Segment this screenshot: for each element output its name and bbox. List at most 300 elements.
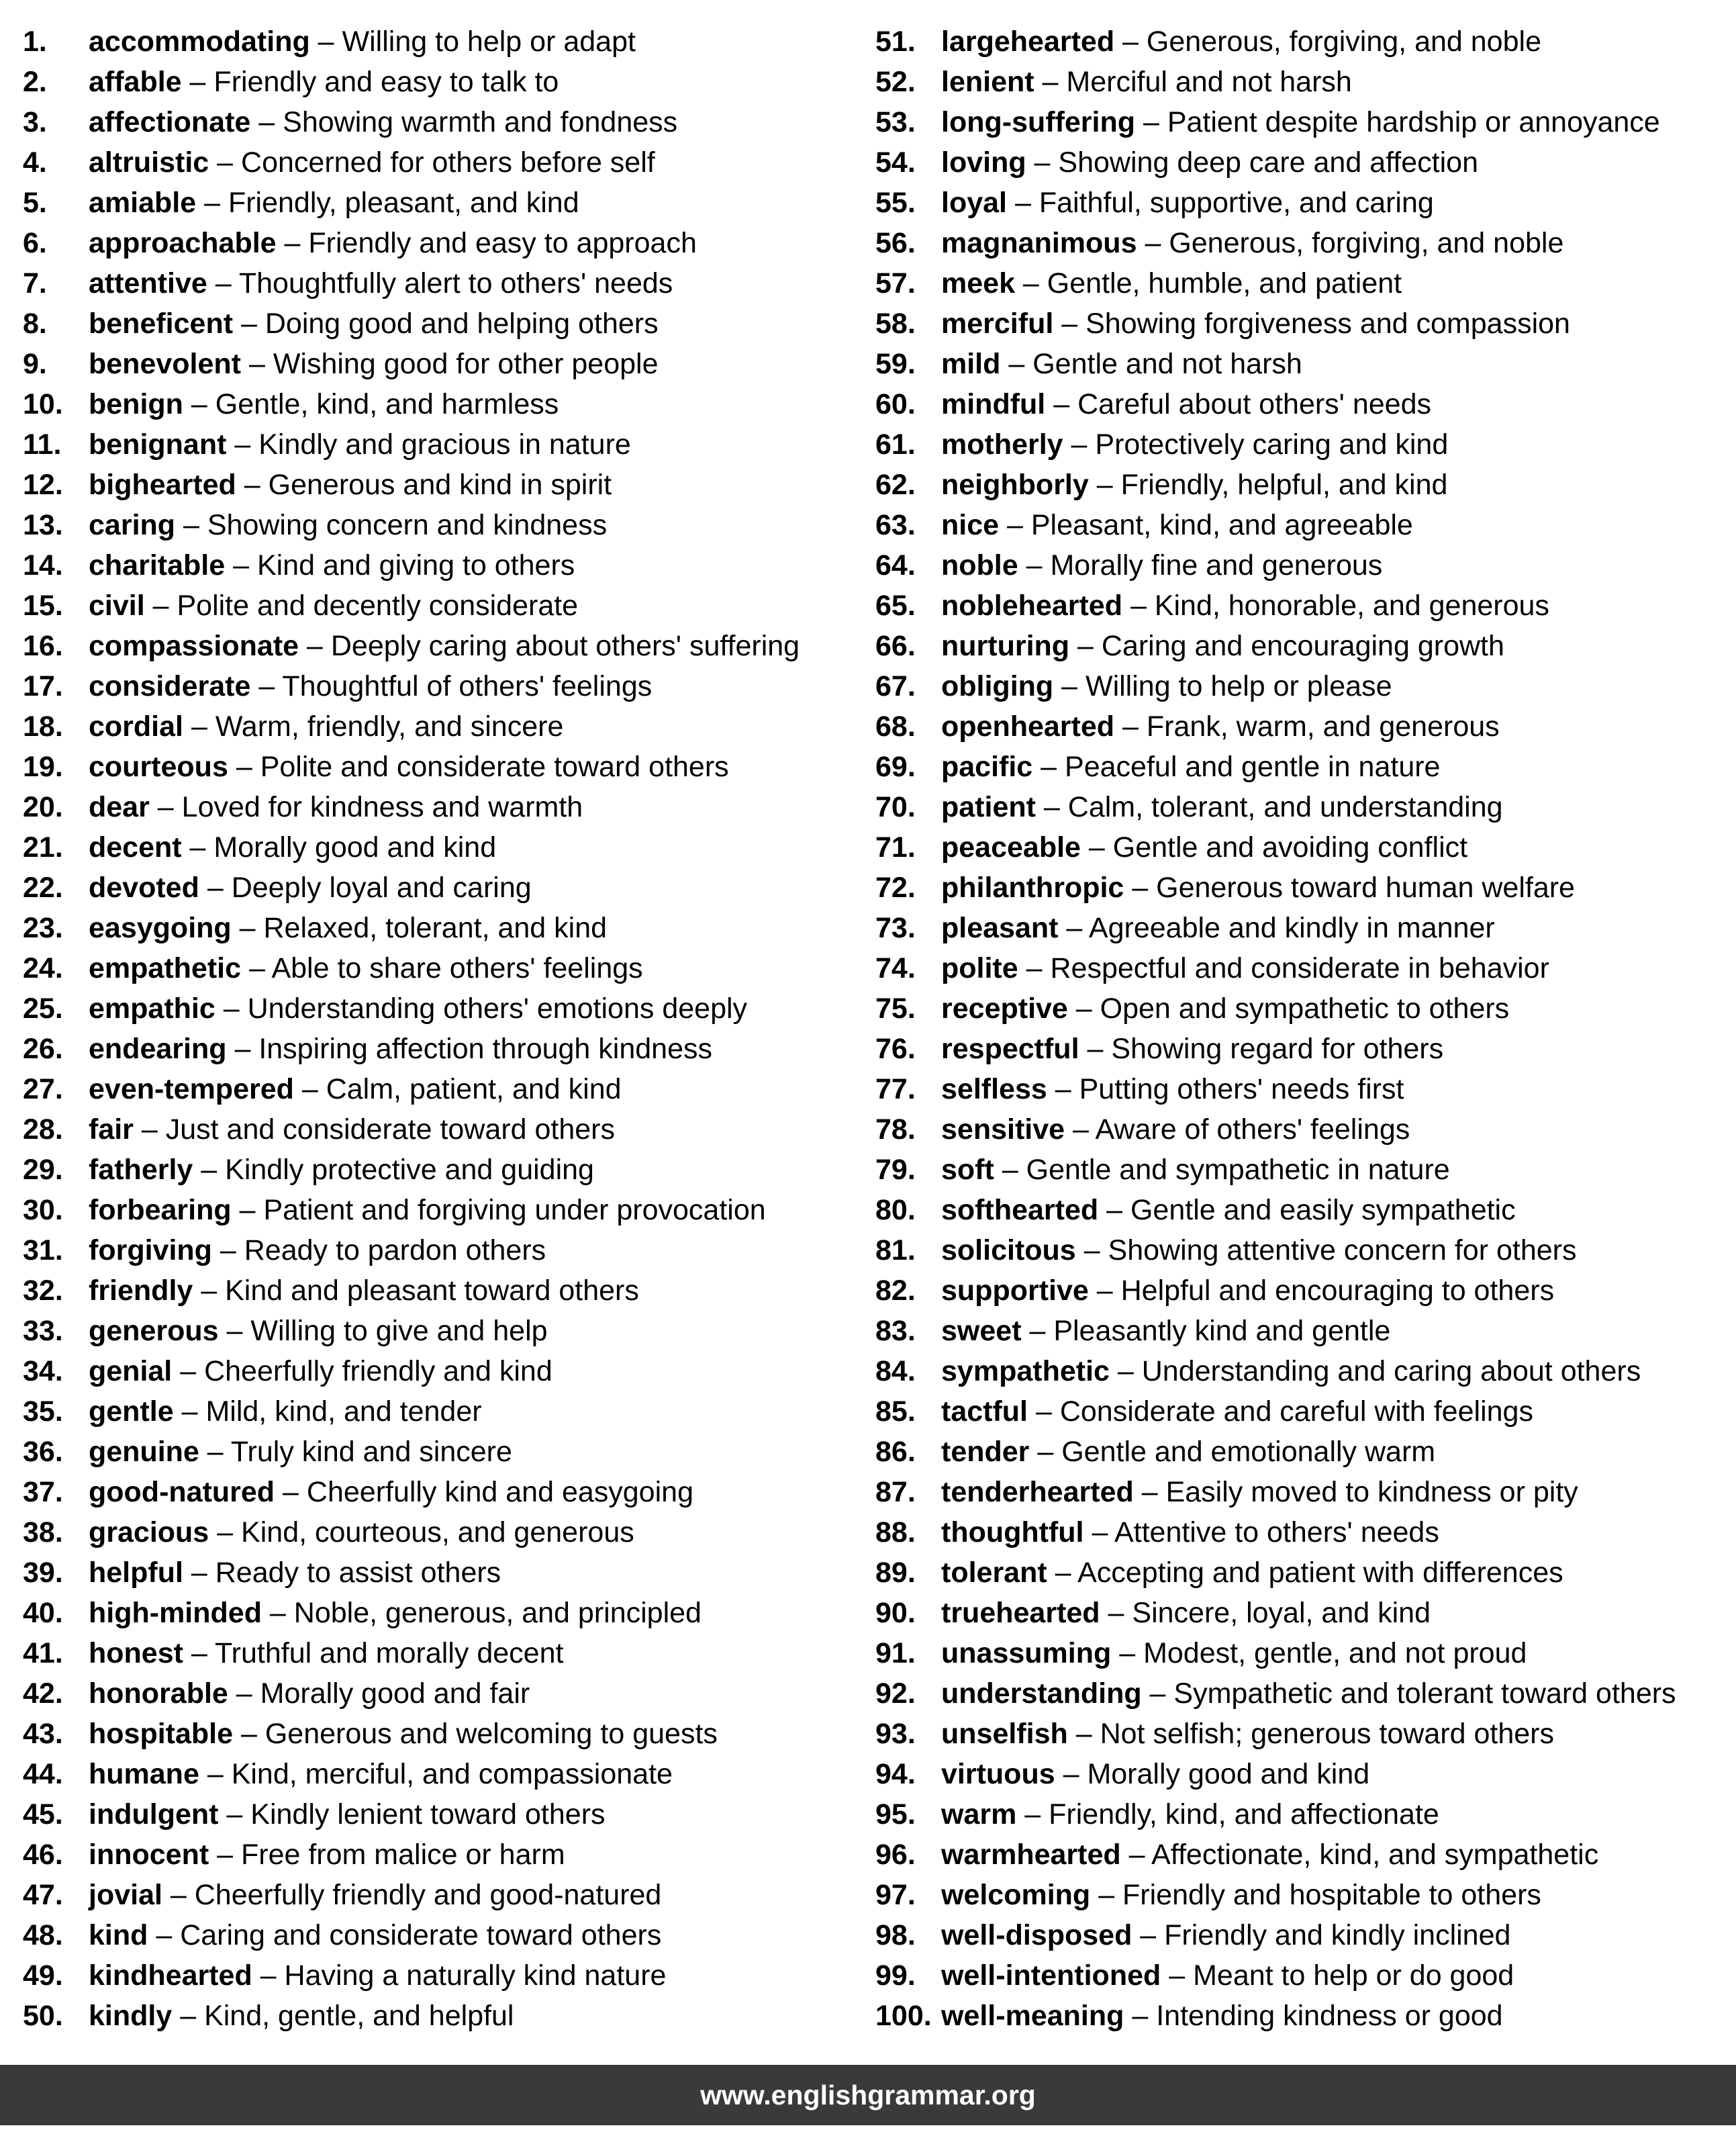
- item-word: genuine: [89, 1436, 199, 1468]
- list-item: [23, 1512, 862, 1552]
- item-definition: Willing to help or adapt: [342, 26, 636, 58]
- item-word: dear: [89, 791, 150, 823]
- item-definition: Showing regard for others: [1111, 1033, 1444, 1065]
- item-number: 28.: [23, 1113, 63, 1146]
- item-number: 78.: [875, 1113, 916, 1146]
- item-number: 76.: [875, 1033, 916, 1065]
- list-item: [875, 1109, 1736, 1150]
- list-item: [23, 1835, 862, 1875]
- item-number: 26.: [23, 1033, 63, 1065]
- item-word: high-minded: [89, 1597, 262, 1629]
- item-word: humane: [89, 1758, 199, 1790]
- item-word: noble: [941, 549, 1018, 582]
- item-definition: Deeply loyal and caring: [231, 872, 532, 904]
- item-number: 18.: [23, 710, 63, 743]
- item-separator: –: [1067, 992, 1100, 1025]
- item-separator: –: [1029, 1436, 1062, 1468]
- item-definition: Kind, gentle, and helpful: [204, 2000, 514, 2032]
- footer-bar: [0, 2065, 1736, 2125]
- item-definition: Polite and decently considerate: [177, 590, 579, 622]
- item-separator: –: [228, 751, 260, 783]
- item-separator: –: [233, 1718, 265, 1750]
- item-number: 47.: [23, 1879, 63, 1911]
- item-separator: –: [1098, 1194, 1130, 1226]
- item-definition: Patient despite hardship or annoyance: [1167, 106, 1660, 138]
- item-word: kindhearted: [89, 1959, 252, 1992]
- item-number: 10.: [23, 388, 63, 420]
- item-word: nice: [941, 509, 1000, 541]
- item-separator: –: [1034, 66, 1067, 98]
- item-number: 52.: [875, 66, 916, 98]
- list-item: [23, 1754, 862, 1794]
- list-item: [875, 263, 1736, 304]
- item-definition: Frank, warm, and generous: [1146, 710, 1500, 743]
- item-separator: –: [175, 509, 207, 541]
- list-item: [875, 424, 1736, 465]
- item-word: nurturing: [941, 630, 1070, 662]
- item-number: 39.: [23, 1557, 63, 1589]
- item-number: 87.: [875, 1476, 916, 1508]
- item-number: 56.: [875, 227, 916, 259]
- item-separator: –: [162, 1879, 195, 1911]
- item-number: 12.: [23, 469, 63, 501]
- item-definition: Gentle and sympathetic in nature: [1026, 1154, 1450, 1186]
- item-word: amiable: [89, 187, 197, 219]
- item-separator: –: [1114, 710, 1147, 743]
- item-word: benign: [89, 388, 183, 420]
- item-separator: –: [209, 1516, 242, 1548]
- item-definition: Showing concern and kindness: [207, 509, 608, 541]
- list-item: [23, 183, 862, 223]
- item-separator: –: [1016, 1798, 1049, 1830]
- item-word: magnanimous: [941, 227, 1137, 259]
- item-word: unassuming: [941, 1637, 1112, 1669]
- item-definition: Faithful, supportive, and caring: [1039, 187, 1434, 219]
- list-item: [23, 1150, 862, 1190]
- item-number: 6.: [23, 227, 47, 259]
- list-item: [23, 1996, 862, 2036]
- item-word: decent: [89, 831, 182, 864]
- item-number: 51.: [875, 26, 916, 58]
- list-item: [875, 1069, 1736, 1109]
- list-item: [875, 62, 1736, 102]
- item-separator: –: [1032, 751, 1065, 783]
- item-word: meek: [941, 267, 1015, 299]
- item-word: philanthropic: [941, 872, 1124, 904]
- list-item: [23, 1109, 862, 1150]
- item-word: gracious: [89, 1516, 209, 1548]
- item-word: welcoming: [941, 1879, 1091, 1911]
- item-separator: –: [193, 1154, 226, 1186]
- item-number: 57.: [875, 267, 916, 299]
- item-definition: Generous toward human welfare: [1156, 872, 1575, 904]
- item-separator: –: [1018, 549, 1051, 582]
- item-separator: –: [1132, 1919, 1165, 1951]
- item-word: kindly: [89, 2000, 173, 2032]
- item-number: 72.: [875, 872, 916, 904]
- item-number: 49.: [23, 1959, 63, 1992]
- item-word: softhearted: [941, 1194, 1099, 1226]
- item-number: 14.: [23, 549, 63, 582]
- item-number: 19.: [23, 751, 63, 783]
- item-separator: –: [1053, 670, 1086, 702]
- item-definition: Just and considerate toward others: [165, 1113, 616, 1146]
- item-number: 71.: [875, 831, 916, 864]
- list-item: [875, 545, 1736, 586]
- item-number: 35.: [23, 1395, 63, 1428]
- list-item: [875, 21, 1736, 62]
- item-separator: –: [994, 1154, 1026, 1186]
- item-number: 73.: [875, 912, 916, 944]
- item-definition: Not selfish; generous toward others: [1100, 1718, 1554, 1750]
- item-separator: –: [250, 670, 283, 702]
- footer-url[interactable]: www.englishgrammar.org: [700, 2080, 1036, 2111]
- item-separator: –: [193, 1274, 226, 1307]
- item-separator: –: [1109, 1355, 1142, 1387]
- item-number: 75.: [875, 992, 916, 1025]
- list-item: [875, 1633, 1736, 1673]
- list-item: [23, 1351, 862, 1391]
- item-separator: –: [1120, 1839, 1152, 1871]
- item-definition: Friendly and kindly inclined: [1164, 1919, 1511, 1951]
- item-definition: Doing good and helping others: [264, 308, 659, 340]
- list-item: [23, 1552, 862, 1593]
- item-definition: Deeply caring about others' suffering: [330, 630, 800, 662]
- item-number: 55.: [875, 187, 916, 219]
- item-word: honorable: [89, 1677, 228, 1710]
- item-separator: –: [1141, 1677, 1174, 1710]
- item-definition: Kind, merciful, and compassionate: [231, 1758, 673, 1790]
- item-word: motherly: [941, 428, 1063, 461]
- item-separator: –: [1088, 1274, 1121, 1307]
- item-word: cordial: [89, 710, 183, 743]
- item-separator: –: [1114, 26, 1147, 58]
- list-item: [875, 1391, 1736, 1432]
- item-definition: Sympathetic and tolerant toward others: [1173, 1677, 1676, 1710]
- item-number: 99.: [875, 1959, 916, 1992]
- item-separator: –: [1083, 1516, 1114, 1548]
- item-word: loving: [941, 146, 1026, 179]
- list-item: [875, 1190, 1736, 1230]
- list-item: [875, 1955, 1736, 1996]
- item-word: kind: [89, 1919, 148, 1951]
- item-number: 54.: [875, 146, 916, 179]
- item-number: 36.: [23, 1436, 63, 1468]
- item-word: compassionate: [89, 630, 299, 662]
- item-separator: –: [1090, 1879, 1123, 1911]
- item-word: endearing: [89, 1033, 227, 1065]
- item-definition: Kind, courteous, and generous: [241, 1516, 634, 1548]
- item-definition: Friendly, pleasant, and kind: [228, 187, 579, 219]
- list-item: [875, 1754, 1736, 1794]
- item-number: 7.: [23, 267, 47, 299]
- item-definition: Friendly and easy to talk to: [213, 66, 559, 98]
- item-word: receptive: [941, 992, 1068, 1025]
- item-word: patient: [941, 791, 1036, 823]
- item-definition: Thoughtful of others' feelings: [282, 670, 653, 702]
- item-separator: –: [1088, 469, 1121, 501]
- item-definition: Kind and giving to others: [256, 549, 575, 582]
- list-item: [23, 1633, 862, 1673]
- list-item: [23, 1875, 862, 1915]
- item-separator: –: [1063, 428, 1096, 461]
- item-separator: –: [218, 1798, 251, 1830]
- item-separator: –: [148, 1919, 181, 1951]
- list-item: [23, 223, 862, 263]
- list-item: [875, 586, 1736, 626]
- item-separator: –: [275, 1476, 307, 1508]
- item-number: 50.: [23, 2000, 63, 2032]
- item-definition: Showing forgiveness and compassion: [1086, 308, 1570, 340]
- item-separator: –: [1035, 791, 1068, 823]
- item-number: 94.: [875, 1758, 916, 1790]
- item-word: understanding: [941, 1677, 1142, 1710]
- item-definition: Sincere, loyal, and kind: [1132, 1597, 1431, 1629]
- item-number: 31.: [23, 1234, 63, 1266]
- list-item: [23, 1190, 862, 1230]
- item-word: lenient: [941, 66, 1034, 98]
- list-item: [875, 384, 1736, 424]
- item-number: 79.: [875, 1154, 916, 1186]
- list-item: [23, 868, 862, 908]
- item-word: gentle: [89, 1395, 174, 1428]
- item-separator: –: [149, 791, 182, 823]
- item-separator: –: [241, 952, 272, 984]
- item-word: tactful: [941, 1395, 1028, 1428]
- item-separator: –: [209, 1839, 241, 1871]
- item-definition: Kind and pleasant toward others: [225, 1274, 639, 1307]
- item-separator: –: [1065, 1113, 1096, 1146]
- item-definition: Pleasant, kind, and agreeable: [1030, 509, 1413, 541]
- list-item: [875, 1875, 1736, 1915]
- item-separator: –: [299, 630, 331, 662]
- item-word: charitable: [89, 549, 226, 582]
- item-separator: –: [181, 831, 214, 864]
- item-number: 16.: [23, 630, 63, 662]
- item-number: 74.: [875, 952, 916, 984]
- item-definition: Truly kind and sincere: [230, 1436, 512, 1468]
- item-word: honest: [89, 1637, 183, 1669]
- item-word: well-meaning: [941, 2000, 1124, 2032]
- list-item: [23, 465, 862, 505]
- item-word: warmhearted: [941, 1839, 1121, 1871]
- list-item: [875, 142, 1736, 183]
- item-separator: –: [199, 872, 232, 904]
- list-item: [23, 626, 862, 666]
- item-separator: –: [183, 1637, 215, 1669]
- item-separator: –: [1124, 2000, 1157, 2032]
- list-item: [23, 1270, 862, 1311]
- item-definition: Friendly, helpful, and kind: [1120, 469, 1448, 501]
- item-separator: –: [1111, 1637, 1144, 1669]
- item-word: supportive: [941, 1274, 1089, 1307]
- list-item: [23, 1311, 862, 1351]
- item-word: neighborly: [941, 469, 1089, 501]
- item-separator: –: [250, 106, 283, 138]
- item-definition: Morally good and kind: [213, 831, 497, 864]
- item-definition: Friendly, kind, and affectionate: [1049, 1798, 1439, 1830]
- list-item: [875, 1150, 1736, 1190]
- item-separator: –: [207, 267, 239, 299]
- list-item: [23, 988, 862, 1029]
- item-definition: Willing to help or please: [1085, 670, 1392, 702]
- item-word: unselfish: [941, 1718, 1068, 1750]
- item-definition: Helpful and encouraging to others: [1120, 1274, 1555, 1307]
- item-number: 45.: [23, 1798, 63, 1830]
- list-item: [23, 666, 862, 706]
- item-number: 100.: [875, 2000, 932, 2032]
- item-number: 8.: [23, 308, 47, 340]
- item-number: 20.: [23, 791, 63, 823]
- item-separator: –: [211, 1234, 244, 1266]
- item-separator: –: [225, 549, 257, 582]
- item-definition: Wishing good for other people: [273, 348, 659, 380]
- item-definition: Calm, tolerant, and understanding: [1067, 791, 1503, 823]
- item-definition: Morally good and fair: [260, 1677, 530, 1710]
- item-definition: Morally good and kind: [1087, 1758, 1370, 1790]
- item-definition: Noble, generous, and principled: [293, 1597, 702, 1629]
- item-number: 81.: [875, 1234, 916, 1266]
- item-separator: –: [226, 428, 259, 461]
- item-word: forbearing: [89, 1194, 232, 1226]
- item-definition: Relaxed, tolerant, and kind: [263, 912, 608, 944]
- item-definition: Gentle, humble, and patient: [1047, 267, 1402, 299]
- item-separator: –: [1135, 106, 1167, 138]
- list-item: [875, 1029, 1736, 1069]
- item-word: attentive: [89, 267, 207, 299]
- item-word: good-natured: [89, 1476, 275, 1508]
- list-item: [23, 787, 862, 827]
- item-number: 70.: [875, 791, 916, 823]
- item-word: courteous: [89, 751, 228, 783]
- item-definition: Polite and considerate toward others: [260, 751, 729, 783]
- item-definition: Thoughtfully alert to others' needs: [238, 267, 673, 299]
- item-separator: –: [226, 1033, 259, 1065]
- list-item: [23, 586, 862, 626]
- item-separator: –: [1014, 267, 1047, 299]
- item-number: 93.: [875, 1718, 916, 1750]
- item-number: 80.: [875, 1194, 916, 1226]
- list-item: [23, 1472, 862, 1512]
- item-separator: –: [1026, 146, 1059, 179]
- list-item: [23, 424, 862, 465]
- item-word: warm: [941, 1798, 1017, 1830]
- list-item: [23, 1794, 862, 1835]
- item-word: respectful: [941, 1033, 1079, 1065]
- item-word: empathic: [89, 992, 215, 1025]
- item-number: 84.: [875, 1355, 916, 1387]
- item-separator: –: [1055, 1758, 1088, 1790]
- item-number: 29.: [23, 1154, 63, 1186]
- item-word: solicitous: [941, 1234, 1076, 1266]
- item-number: 25.: [23, 992, 63, 1025]
- item-number: 58.: [875, 308, 916, 340]
- item-number: 95.: [875, 1798, 916, 1830]
- item-definition: Showing warmth and fondness: [283, 106, 678, 138]
- item-number: 48.: [23, 1919, 63, 1951]
- item-word: accommodating: [89, 26, 310, 58]
- item-definition: Accepting and patient with differences: [1077, 1557, 1563, 1589]
- item-word: well-disposed: [941, 1919, 1132, 1951]
- item-number: 30.: [23, 1194, 63, 1226]
- item-separator: –: [1047, 1557, 1078, 1589]
- list-item: [23, 1915, 862, 1955]
- item-definition: Kindly lenient toward others: [250, 1798, 606, 1830]
- item-definition: Ready to pardon others: [244, 1234, 546, 1266]
- list-item: [23, 304, 862, 344]
- item-separator: –: [183, 388, 215, 420]
- item-number: 33.: [23, 1315, 63, 1347]
- item-definition: Open and sympathetic to others: [1100, 992, 1510, 1025]
- item-definition: Able to share others' feelings: [271, 952, 643, 984]
- item-separator: –: [1137, 227, 1169, 259]
- list-item: [875, 827, 1736, 868]
- item-word: tolerant: [941, 1557, 1047, 1589]
- item-number: 37.: [23, 1476, 63, 1508]
- item-separator: –: [133, 1113, 166, 1146]
- list-item: [23, 827, 862, 868]
- list-item: [23, 384, 862, 424]
- item-separator: –: [261, 1597, 294, 1629]
- item-number: 1.: [23, 26, 47, 58]
- list-item: [875, 747, 1736, 787]
- item-definition: Caring and encouraging growth: [1101, 630, 1504, 662]
- item-separator: –: [309, 26, 342, 58]
- list-item: [23, 1391, 862, 1432]
- item-number: 85.: [875, 1395, 916, 1428]
- item-word: sympathetic: [941, 1355, 1110, 1387]
- word-list-left-column: [23, 21, 862, 2036]
- list-item: [875, 1472, 1736, 1512]
- item-definition: Inspiring affection through kindness: [258, 1033, 713, 1065]
- list-item: [23, 1432, 862, 1472]
- item-word: beneficent: [89, 308, 234, 340]
- item-definition: Considerate and careful with feelings: [1059, 1395, 1533, 1428]
- item-definition: Caring and considerate toward others: [180, 1919, 662, 1951]
- item-word: approachable: [89, 227, 277, 259]
- item-word: well-intentioned: [941, 1959, 1161, 1992]
- item-number: 23.: [23, 912, 63, 944]
- item-word: pacific: [941, 751, 1033, 783]
- item-word: noblehearted: [941, 590, 1122, 622]
- list-item: [875, 1270, 1736, 1311]
- item-definition: Morally fine and generous: [1050, 549, 1383, 582]
- item-definition: Truthful and morally decent: [214, 1637, 564, 1669]
- item-separator: –: [172, 1355, 205, 1387]
- item-definition: Gentle and not harsh: [1032, 348, 1302, 380]
- item-word: genial: [89, 1355, 173, 1387]
- item-definition: Respectful and considerate in behavior: [1050, 952, 1549, 984]
- item-separator: –: [1021, 1315, 1054, 1347]
- item-number: 86.: [875, 1436, 916, 1468]
- item-separator: –: [199, 1436, 231, 1468]
- item-definition: Generous and kind in spirit: [268, 469, 612, 501]
- item-definition: Easily moved to kindness or pity: [1165, 1476, 1578, 1508]
- item-definition: Calm, patient, and kind: [326, 1073, 622, 1105]
- item-number: 43.: [23, 1718, 63, 1750]
- item-definition: Gentle and avoiding conflict: [1112, 831, 1468, 864]
- item-word: jovial: [89, 1879, 162, 1911]
- item-number: 2.: [23, 66, 47, 98]
- item-separator: –: [231, 912, 264, 944]
- list-item: [23, 1230, 862, 1270]
- item-number: 27.: [23, 1073, 63, 1105]
- item-word: considerate: [89, 670, 251, 702]
- item-separator: –: [1079, 1033, 1112, 1065]
- list-item: [23, 948, 862, 988]
- item-definition: Cheerfully friendly and good-natured: [194, 1879, 662, 1911]
- list-item: [875, 304, 1736, 344]
